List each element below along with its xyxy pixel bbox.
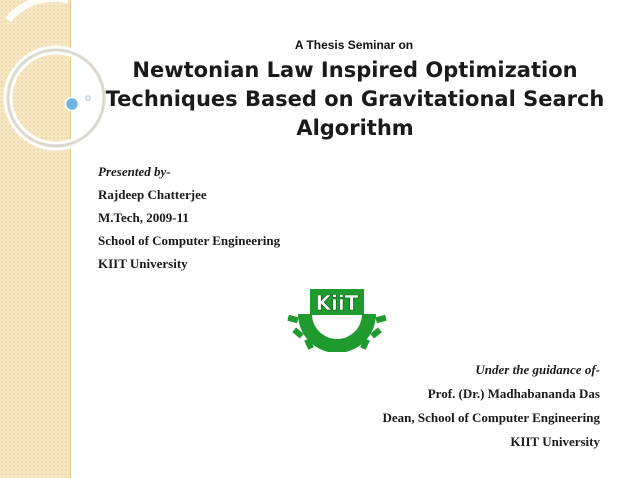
- title-line: Algorithm: [296, 116, 414, 140]
- logo-text: KiiT: [315, 291, 359, 315]
- guide-university: KIIT University: [510, 434, 600, 449]
- presenter-school: School of Computer Engineering: [98, 233, 281, 248]
- presenter-name: Rajdeep Chatterjee: [98, 187, 207, 202]
- presenter-lead: Presented by-: [98, 164, 171, 179]
- title-line: Newtonian Law Inspired Optimization: [132, 58, 578, 82]
- guidance-lead: Under the guidance of-: [475, 362, 600, 377]
- presenter-university: KIIT University: [98, 256, 188, 271]
- guide-role: Dean, School of Computer Engineering: [382, 410, 600, 425]
- presenter-degree: M.Tech, 2009-11: [98, 210, 189, 225]
- kiit-logo-icon: [282, 286, 392, 352]
- presenter-block: [98, 160, 280, 275]
- title-line: Techniques Based on Gravitational Search: [105, 87, 605, 111]
- slide-title: [90, 56, 620, 143]
- guide-name: Prof. (Dr.) Madhabananda Das: [427, 386, 600, 401]
- guidance-block: [382, 358, 600, 454]
- seminar-label: A Thesis Seminar on: [294, 38, 414, 52]
